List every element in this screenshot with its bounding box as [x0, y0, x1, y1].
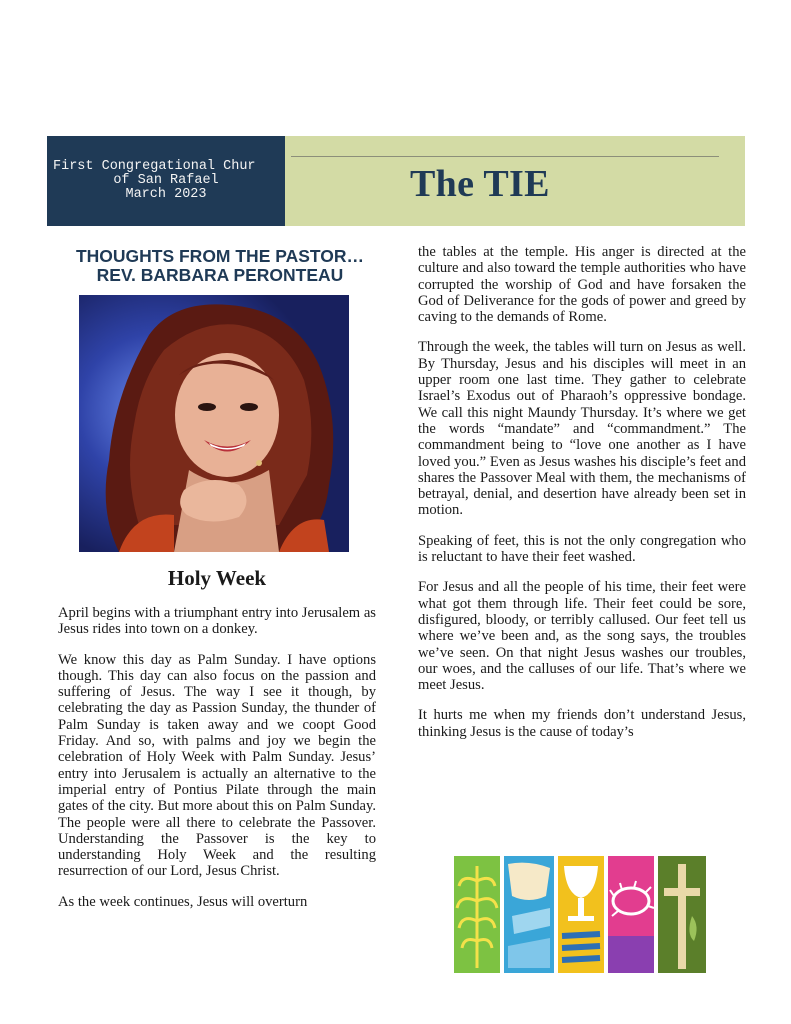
masthead-church-block — [47, 136, 285, 226]
article-paragraph: It hurts me when my friends don’t understand Jesus, thinking Jesus is the cause of today’s — [418, 707, 746, 740]
article-paragraph: April begins with a triumphant entry into Jerusalem as Jesus rides into town on a donkey. — [58, 605, 376, 638]
left-column — [58, 244, 376, 924]
article-paragraph: We know this day as Palm Sunday. I have options though. This day can also focus on the passion and suffering of Jesus. The way I see it though, by celebrating the day as Passion Sunday, the thunder of Palm Sunday is taken away and we coopt Good Friday. And so, with palms and joy we begin the celebration of Holy Week with Palm Sunday. Jesus’ entry into Jerusalem is actually an alternative to the imperial entry of Pontius Pilate through the main gates of the city. But more about this on Palm Sunday. The people were all there to celebrate the Passover. Understanding the Passover is the key to understanding Holy Week and the resulting resurrection of our Lord, Jesus Christ. — [58, 651, 376, 880]
holy-week-panels — [454, 856, 706, 973]
pastor-heading-line2: REV. BARBARA PERONTEAU — [96, 265, 344, 285]
masthead — [47, 136, 745, 226]
article-title: Holy Week — [167, 566, 267, 590]
article-paragraph: Through the week, the tables will turn on Jesus as well. By Thursday, Jesus and his disciples will meet in an upper room one last time. They gather to celebrate Israel’s Exodus out of Pharaoh’s oppressive bondage. We call this night Maundy Thursday. It’s where we get the words “mandate” and “commandment.” The commandment being to “love one another as I have loved you.” Even as Jesus washes his disciple’s feet and shares the Passover Meal with them, the mechanisms of betrayal, denial, and desertion have already been set in motion. — [418, 339, 746, 519]
article-paragraph: As the week continues, Jesus will overturn — [58, 893, 308, 910]
holy-week-panels-image — [454, 856, 706, 973]
newsletter-title: The TIE — [410, 163, 550, 205]
pastor-portrait — [79, 295, 349, 552]
right-column — [418, 244, 746, 754]
pastor-portrait-image — [79, 295, 349, 552]
article-paragraph: the tables at the temple. His anger is directed at the culture and also toward the temple authorities who have corrupted the worship of God and have forsaken the God of Deliverance for the gods of power and greed by caving to the demands of Rome. — [418, 244, 746, 326]
pastor-heading-line1: THOUGHTS FROM THE PASTOR… — [75, 246, 365, 266]
church-name-line2: of San Rafael — [113, 173, 219, 188]
article-paragraph: For Jesus and all the people of his time, their feet were what got them through life. Their feet could be sore, disfigured, bloody, or terribly callused. Our feet tell us where we’ve been and, as the song says, the troubles we’ve seen. On that night Jesus washes our troubles, our woes, and the calluses of our life. That’s where we meet Jesus. — [418, 579, 746, 694]
masthead-rule — [291, 156, 719, 157]
pastor-heading — [52, 247, 388, 285]
church-name-line1: First Congregational Chur — [53, 159, 256, 174]
issue-date: March 2023 — [125, 187, 207, 202]
article-paragraph: Speaking of feet, this is not the only congregation who is reluctant to have their feet washed. — [418, 532, 746, 566]
